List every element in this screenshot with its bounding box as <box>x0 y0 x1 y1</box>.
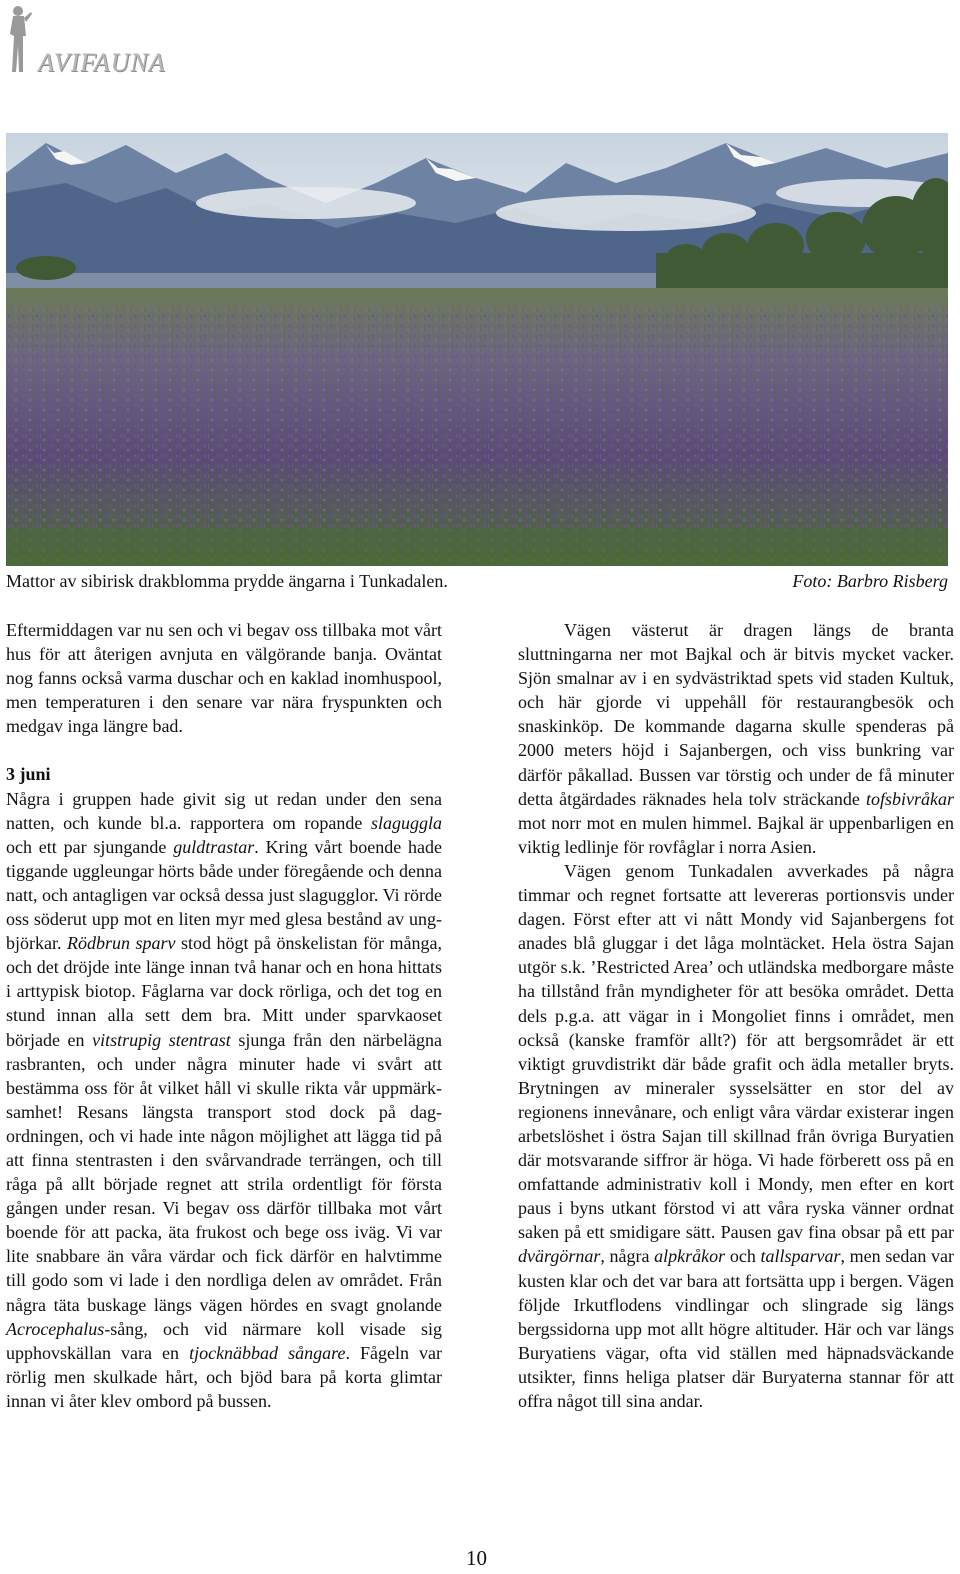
paragraph: Vägen genom Tunkadalen avverkades på några timmar och regnet fortsatte att levereras portionsvis under dagen. Först efter att vi nått Mondy vid Sajanbergens fot anades blå gluggar i det låga molntäcket. Hela östra Sajan utgör s.k. ’Restricted Area’ och utländska medborgare måste ha tillstånd från myndigheter för att besöka området. Detta dels p.g.a. att vägar in i Mongoliet finns i området, men också (kanske framför allt?) för att bergsområdet är ett viktigt gruvdistrikt där både grafit och ädla metaller bryts. Brytningen av mineraler sysselsätter en stor del av regionens innevånare, och enligt våra värdar existerar ingen arbetslöshet i östra Sajan till skillnad från övriga Buryatien där motsvarande siffror är höga. Vi hade förberett oss på en omfattande administrativ koll i Mondy, men efter en kort paus i byns utkant förstod vi att våra ryska vänner ordnat saken på ett smidigare sätt. Pausen gav fina obsar på ett par dvärgörnar, några alpkråkor och tallsparvar, men sedan var kusten klar och det var bara att fortsätta upp i bergen. Vägen följde Irkutflodens vindlingar och slingrade sig längs bergssidorna upp mot allt högre altituder. Här och var längs Buryatiens vägar, ofta vid ställen med häpnadsväckande utsikter, finns heliga platser där Buryaterna stannar för att offra något till sina andar. <box>518 860 954 1411</box>
paragraph: Vägen västerut är dragen längs de branta sluttningarna ner mot Bajkal och är bitvis mycket vacker. Sjön smalnar av i en sydvästriktad spets vid staden Kultuk, och här gjorde vi uppehåll för restaurangbesök och snaskinköp. De kommande dagarna skulle spenderas på 2000 meters höjd i Sajanbergen, och viss bunkring var därför påkallad. Bussen var törstig och under de få minuter detta åtgärdades räknades hela tolv sträckande tofsbivråkar mot norr mot en mulen himmel. Bajkal är uppenbarligen en viktig ledlinje för rovfåglar i norra Asien. <box>518 620 954 857</box>
caption-text: Mattor av sibirisk drakblomma prydde ängarna i Tunkadalen. <box>6 571 448 591</box>
meadow-photo <box>6 133 948 566</box>
paragraph: Några i gruppen hade givit sig ut redan under den sena natten, och kunde bl.a. rapportera om ropande slaguggla och ett par sjungande guldtrastar. Kring vårt boende hade tiggande uggleungar hörts både under föregående och denna natt, och antagligen var också dessa just slagugglor. Vi rörde oss söderut upp mot en liten myr med glesa bestånd av ungbjörkar. Rödbrun sparv stod högt på önskelistan för många, och det dröjde inte länge innan två hanar och en hona hittats i arttypisk biotop. Fåglarna var dock rörliga, och det tog en stund innan alla sett dem bra. Mitt under sparvkaoset började en vitstrupig stentrast sjunga från den närbelägna rasbranten, och under några minuter hade vi svårt att bestämma oss för åt vilket håll vi skulle rikta vår uppmärksamhet! Resans längsta transport stod dock på dagordningen, och vi hade inte någon möjlighet att lägga tid på att finna stentrasten i den svårvandrade terrängen, och till råga på allt började regnet att strila ordentligt för första gången under resan. Vi begav oss därför tillbaka mot vårt boende för att packa, äta frukost och bege oss iväg. Vi var lite snabbare än våra värdar och fick därför en halvtimme till godo som vi lade i den nordliga delen av området. Från några täta buskage längs vägen hördes en svagt gnolande Acrocephalus-sång, och vid närmare koll visade sig upphovskällan vara en tjocknäbbad sångare. Fågeln var rörlig men skulkade hårt, och bjöd bara på korta glimtar innan vi åter klev ombord på bussen. <box>6 788 443 1411</box>
left-column <box>6 618 442 1413</box>
person-silhouette-icon <box>4 2 34 76</box>
logo-text: AVIFAUNA <box>38 48 166 77</box>
paragraph: Eftermiddagen var nu sen och vi begav oss tillbaka mot vårt hus för att återigen avnjuta en välgörande banja. Oväntat nog fanns också varma duschar och en kaklad inomhuspool, men temperaturen i den senare var nära fryspunkten och medgav inga längre bad. <box>6 620 442 737</box>
photo-caption <box>6 569 948 593</box>
photo-credit: Foto: Barbro Risberg <box>792 571 948 591</box>
section-heading: 3 juni <box>6 764 51 785</box>
page-number: 10 <box>466 1546 487 1570</box>
avifauna-logo <box>4 2 194 80</box>
right-column <box>518 618 954 1413</box>
